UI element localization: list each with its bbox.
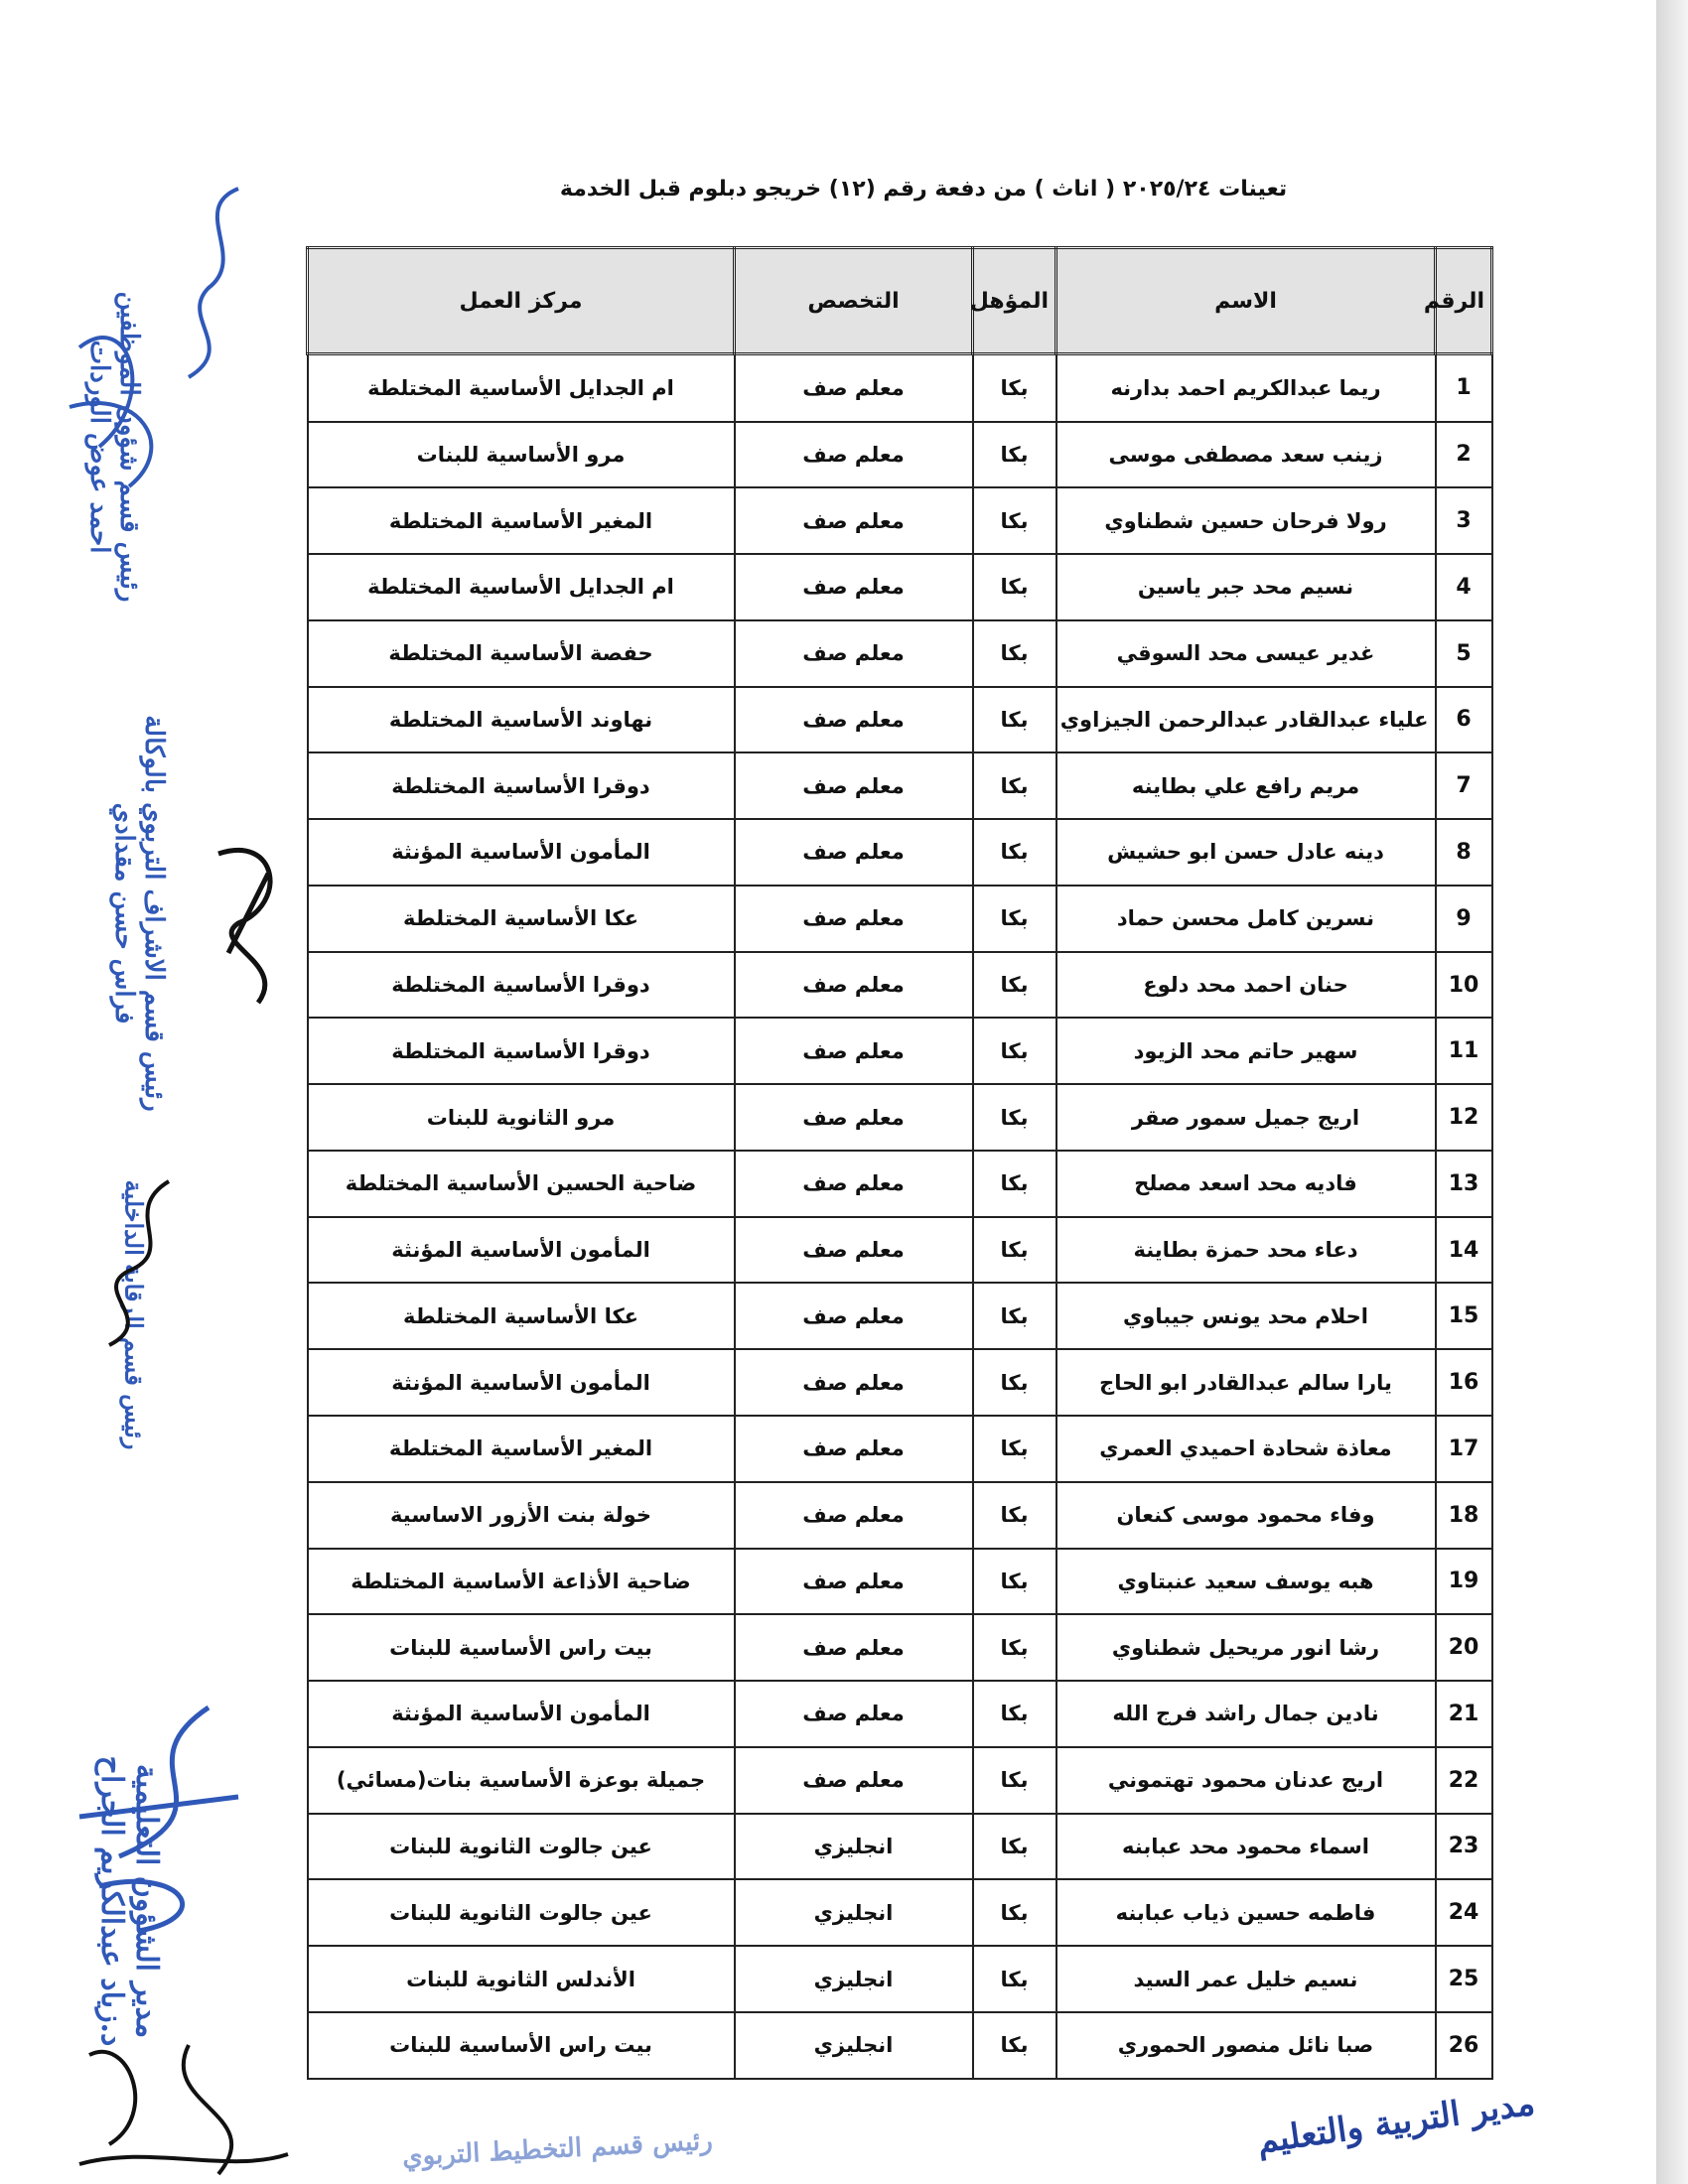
table-row [308,487,1492,554]
row-specialty: معلم صف [735,1482,973,1549]
row-workplace: دوقرا الأساسية المختلطة [308,952,735,1019]
row-name: رولا فرحان حسين شطناوي [1056,487,1436,554]
header-qualification: المؤهل [973,248,1056,354]
row-specialty: انجليزي [735,2012,973,2079]
row-workplace: مرو الأساسية للبنات [308,422,735,488]
supervision-head-name: فراس حسن مقدادي [109,802,139,1024]
row-workplace: خولة بنت الأزور الاساسية [308,1482,735,1549]
row-qualification: بكا [973,1814,1056,1880]
row-number: 4 [1436,554,1492,620]
row-name: وفاء محمود موسى كنعان [1056,1482,1436,1549]
table-row [308,422,1492,488]
audit-head-title: رئيس قسم الرقابة الداخلية [119,1179,149,1450]
row-workplace: عين جالوت الثانوية للبنات [308,1879,735,1946]
row-number: 24 [1436,1879,1492,1946]
row-name: رشا انور مريحيل شطناوي [1056,1614,1436,1681]
row-specialty: انجليزي [735,1879,973,1946]
educational-affairs-name: د.زياد عبدالكريم الجراح [94,1755,129,2047]
row-specialty: معلم صف [735,487,973,554]
row-workplace: ام الجدايل الأساسية المختلطة [308,354,735,422]
row-name: اسماء محمود محد عبابنه [1056,1814,1436,1880]
row-specialty: معلم صف [735,952,973,1019]
row-number: 14 [1436,1217,1492,1284]
row-specialty: معلم صف [735,354,973,422]
row-number: 16 [1436,1349,1492,1416]
row-workplace: المأمون الأساسية المؤنثة [308,819,735,886]
row-qualification: بكا [973,1747,1056,1814]
row-number: 21 [1436,1681,1492,1747]
row-specialty: معلم صف [735,1151,973,1217]
row-number: 7 [1436,752,1492,819]
row-specialty: معلم صف [735,422,973,488]
table-body [308,354,1492,2080]
table-row [308,1681,1492,1747]
row-qualification: بكا [973,1416,1056,1482]
row-workplace: بيت راس الأساسية للبنات [308,2012,735,2079]
row-number: 13 [1436,1151,1492,1217]
row-qualification: بكا [973,1084,1056,1151]
row-specialty: معلم صف [735,819,973,886]
row-workplace: المأمون الأساسية المؤنثة [308,1217,735,1284]
row-name: احلام محد يونس جيباوي [1056,1283,1436,1349]
row-qualification: بكا [973,487,1056,554]
row-workplace: مرو الثانوية للبنات [308,1084,735,1151]
row-name: نادين جمال راشد فرج الله [1056,1681,1436,1747]
row-qualification: بكا [973,1283,1056,1349]
row-number: 26 [1436,2012,1492,2079]
row-workplace: جميلة بوعزة الأساسية بنات(مسائي) [308,1747,735,1814]
row-name: فاديه محد اسعد مصلح [1056,1151,1436,1217]
table-row [308,1349,1492,1416]
header-specialty: التخصص [735,248,973,354]
row-specialty: معلم صف [735,1018,973,1084]
signature-block-supervision [109,680,169,1147]
row-qualification: بكا [973,1217,1056,1284]
row-qualification: بكا [973,819,1056,886]
row-number: 15 [1436,1283,1492,1349]
row-specialty: معلم صف [735,752,973,819]
row-qualification: بكا [973,620,1056,687]
row-workplace: المغير الأساسية المختلطة [308,1416,735,1482]
row-number: 2 [1436,422,1492,488]
handwritten-signature-4 [60,1688,258,1936]
table-row [308,1018,1492,1084]
row-name: صبا نائل منصور الحموري [1056,2012,1436,2079]
row-name: زينب سعد مصطفى موسى [1056,422,1436,488]
row-workplace: المأمون الأساسية المؤنثة [308,1681,735,1747]
table-row [308,1879,1492,1946]
row-qualification: بكا [973,1946,1056,2012]
header-workplace: مركز العمل [308,248,735,354]
table-row [308,819,1492,886]
header-name: الاسم [1056,248,1436,354]
row-qualification: بكا [973,422,1056,488]
table-row [308,1151,1492,1217]
row-qualification: بكا [973,1549,1056,1615]
row-specialty: معلم صف [735,1614,973,1681]
row-specialty: انجليزي [735,1946,973,2012]
row-number: 22 [1436,1747,1492,1814]
table-row [308,886,1492,952]
row-name: هبه يوسف سعيد عنبتاوي [1056,1549,1436,1615]
table-row [308,1217,1492,1284]
row-name: اريج جميل سمور صقر [1056,1084,1436,1151]
row-qualification: بكا [973,952,1056,1019]
row-workplace: دوقرا الأساسية المختلطة [308,1018,735,1084]
row-specialty: معلم صف [735,1681,973,1747]
table-row [308,2012,1492,2079]
row-workplace: الأندلس الثانوية للبنات [308,1946,735,2012]
handwritten-signature-5 [70,2025,298,2184]
row-name: مريم رافع علي بطاينه [1056,752,1436,819]
row-qualification: بكا [973,1018,1056,1084]
page-edge-shadow [1656,0,1688,2184]
planning-head-stamp: رئيس قسم التخطيط التربوي [401,2125,714,2173]
row-workplace: ضاحية الأذاعة الأساسية المختلطة [308,1549,735,1615]
row-number: 19 [1436,1549,1492,1615]
row-qualification: بكا [973,1879,1056,1946]
row-name: حنان احمد محد دلوع [1056,952,1436,1019]
row-name: غدير عيسى محد السوقي [1056,620,1436,687]
row-number: 10 [1436,952,1492,1019]
table-row [308,1084,1492,1151]
row-qualification: بكا [973,1681,1056,1747]
table-row [308,354,1492,422]
row-number: 8 [1436,819,1492,886]
educational-affairs-title: مدير الشؤون التعليمية [129,1763,164,2039]
document-title: تعينات ٢٠٢٥/٢٤ ( اناث ) من دفعة رقم (١٢) خريجو دبلوم قبل الخدمة [559,177,1288,202]
row-workplace: ام الجدايل الأساسية المختلطة [308,554,735,620]
row-specialty: معلم صف [735,1549,973,1615]
row-number: 17 [1436,1416,1492,1482]
row-specialty: معلم صف [735,1349,973,1416]
row-name: نسيم خليل عمر السيد [1056,1946,1436,2012]
personnel-head-title: رئيس قسم شؤون الموظفين [114,291,144,603]
row-workplace: المغير الأساسية المختلطة [308,487,735,554]
row-name: ريما عبدالكريم احمد بدارنه [1056,354,1436,422]
row-name: اريج عدنان محمود تهتموني [1056,1747,1436,1814]
appointments-table [306,246,1493,2080]
row-workplace: عكا الأساسية المختلطة [308,886,735,952]
row-specialty: معلم صف [735,687,973,753]
row-name: دينه عادل حسن ابو حشيش [1056,819,1436,886]
table-row [308,752,1492,819]
table-row [308,1614,1492,1681]
row-qualification: بكا [973,1482,1056,1549]
table-row [308,1946,1492,2012]
row-qualification: بكا [973,1349,1056,1416]
row-number: 23 [1436,1814,1492,1880]
table-row [308,620,1492,687]
row-number: 1 [1436,354,1492,422]
row-name: سهير حاتم محد الزيود [1056,1018,1436,1084]
row-number: 6 [1436,687,1492,753]
table-header-row [308,248,1492,354]
table-row [308,952,1492,1019]
supervision-head-title: رئيس قسم الاشراف التربوي بالوكالة [139,715,169,1112]
table-row [308,1283,1492,1349]
table-row [308,1416,1492,1482]
personnel-head-name: احمد عوض الوردات [84,340,114,554]
education-director-stamp: مدير التربية والتعليم [1254,2083,1538,2162]
row-workplace: عكا الأساسية المختلطة [308,1283,735,1349]
row-workplace: بيت راس الأساسية للبنات [308,1614,735,1681]
row-workplace: نهاوند الأساسية المختلطة [308,687,735,753]
row-specialty: انجليزي [735,1814,973,1880]
row-number: 20 [1436,1614,1492,1681]
row-name: نسرين كامل محسن حماد [1056,886,1436,952]
row-specialty: معلم صف [735,1084,973,1151]
row-number: 3 [1436,487,1492,554]
row-name: معاذة شحادة احميدي العمري [1056,1416,1436,1482]
table-row [308,554,1492,620]
row-name: دعاء محد حمزة بطاينة [1056,1217,1436,1284]
row-name: يارا سالم عبدالقادر ابو الحاج [1056,1349,1436,1416]
row-number: 12 [1436,1084,1492,1151]
row-qualification: بكا [973,2012,1056,2079]
handwritten-signature-2 [199,814,318,1013]
row-specialty: معلم صف [735,620,973,687]
row-qualification: بكا [973,1614,1056,1681]
row-name: فاطمه حسين ذياب عبابنه [1056,1879,1436,1946]
row-name: علياء عبدالقادر عبدالرحمن الجيزاوي [1056,687,1436,753]
row-qualification: بكا [973,886,1056,952]
row-specialty: معلم صف [735,1747,973,1814]
row-qualification: بكا [973,687,1056,753]
row-workplace: حفصة الأساسية المختلطة [308,620,735,687]
row-number: 9 [1436,886,1492,952]
row-specialty: معلم صف [735,1283,973,1349]
handwritten-signature-1 [40,149,268,506]
row-specialty: معلم صف [735,886,973,952]
row-qualification: بكا [973,752,1056,819]
row-specialty: معلم صف [735,1217,973,1284]
row-workplace: المأمون الأساسية المؤنثة [308,1349,735,1416]
row-qualification: بكا [973,1151,1056,1217]
row-number: 18 [1436,1482,1492,1549]
table-row [308,1814,1492,1880]
row-name: نسيم محد جبر ياسين [1056,554,1436,620]
row-workplace: ضاحية الحسين الأساسية المختلطة [308,1151,735,1217]
row-workplace: دوقرا الأساسية المختلطة [308,752,735,819]
row-specialty: معلم صف [735,1416,973,1482]
row-number: 25 [1436,1946,1492,2012]
row-qualification: بكا [973,354,1056,422]
row-number: 11 [1436,1018,1492,1084]
header-number: الرقم [1436,248,1492,354]
table-row [308,687,1492,753]
row-workplace: عين جالوت الثانوية للبنات [308,1814,735,1880]
row-qualification: بكا [973,554,1056,620]
table-row [308,1549,1492,1615]
handwritten-signature-3 [60,1171,199,1350]
row-number: 5 [1436,620,1492,687]
table-row [308,1747,1492,1814]
table-row [308,1482,1492,1549]
row-specialty: معلم صف [735,554,973,620]
